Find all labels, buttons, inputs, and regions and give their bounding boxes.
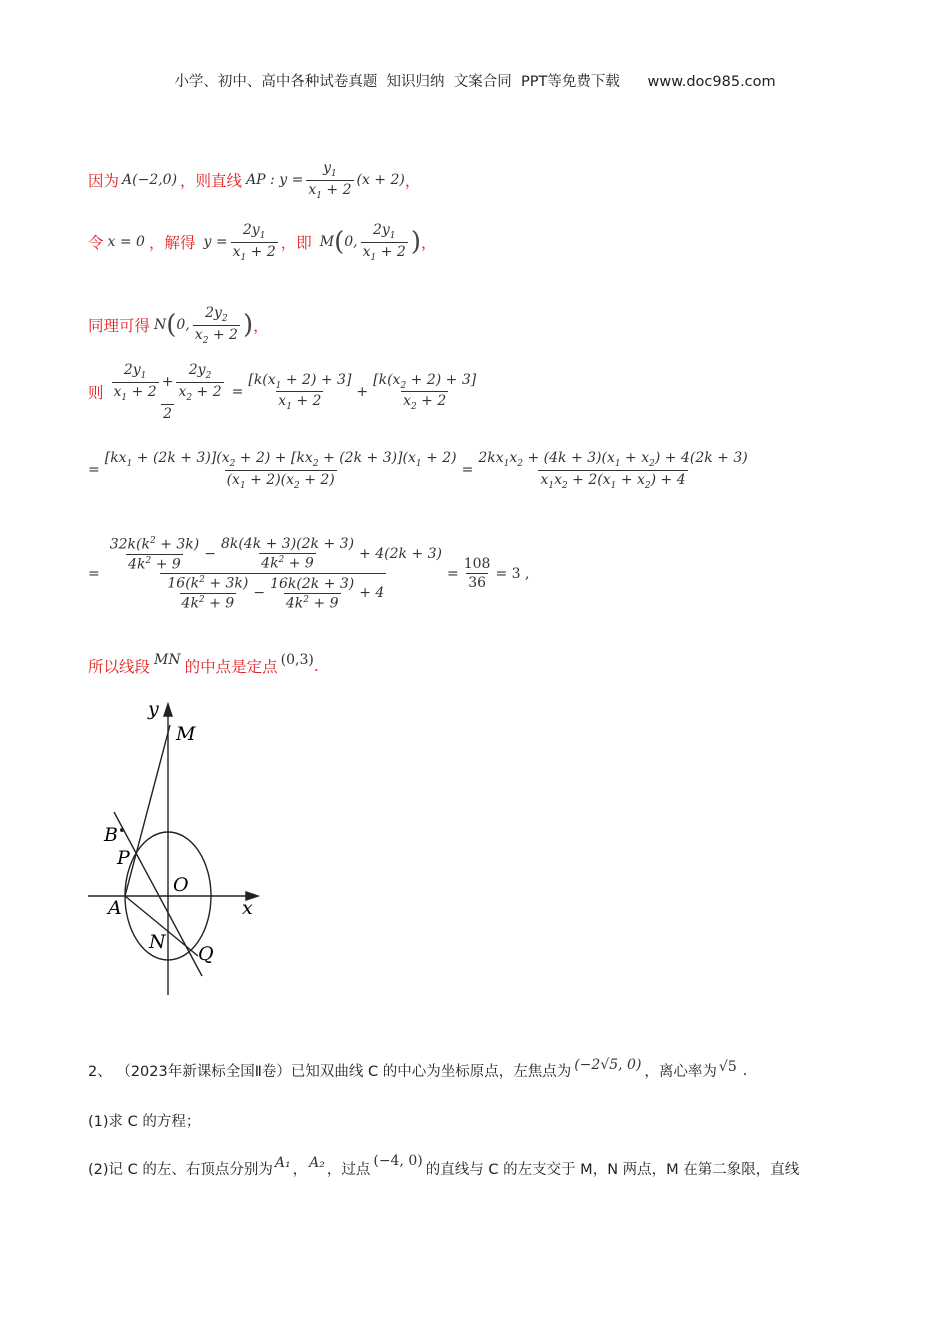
vertex-A1: A₁ — [274, 1154, 291, 1171]
plus-sign-1: + — [356, 383, 369, 400]
fraction-yM: $\frac{2y_1}{x_1 + 2}$ — [232, 222, 276, 263]
factor-x-plus-2: (x + 2) — [356, 172, 405, 189]
paren-right: ) — [410, 227, 421, 258]
point-B-dot — [120, 828, 124, 832]
point-N-label: N — [154, 317, 167, 334]
eq-sign-5: = — [447, 565, 459, 582]
problem-2-part-1 — [88, 1110, 200, 1131]
period-2: . — [742, 1062, 748, 1079]
problem-2-line-1 — [88, 1056, 748, 1081]
ellipse-figure — [80, 700, 280, 1000]
solution-line-5 — [88, 450, 753, 491]
text-then-line: ，则直线 — [180, 172, 243, 191]
text-similarly: 同理可得 — [88, 317, 151, 336]
fraction-combined: $\frac{[kx_1 + (2k + 3)](x_2 + 2) + [kx_2 + (2k + 3)](x_1 + 2)}{(x_1 + 2)(x_2 + 2)}$ — [104, 450, 457, 491]
eq-sign-3: = — [461, 462, 474, 479]
solution-line-4 — [88, 362, 481, 422]
label-M: M — [176, 723, 196, 745]
problem-2-intro: 2、 （2023年新课标全国Ⅱ卷）已知双曲线 C 的中心为坐标原点，左焦点为 — [88, 1064, 572, 1080]
vertex-A2: A₂ — [309, 1154, 325, 1171]
solution-line-2 — [88, 222, 436, 263]
text-so-segment: 所以线段 — [88, 658, 151, 676]
fraction-substituted: $\frac{32k(k^2 + 3k)}{4k^2 + 9}$ − $\frac{8k(4k + 3)(2k + 3)}{4k^2 + 9}$ + 4(2k + 3) $\frac{16(k^2 + 3k)}{4k^2 + 9}$ − $\frac{16k(2k + 3)}{4k^2 + 9}$ + 4 — [109, 536, 442, 612]
problem-2-part-2 — [88, 1152, 800, 1179]
left-focus: (−2√5, 0) — [574, 1056, 642, 1073]
text-then: 则 — [88, 383, 104, 402]
fraction-N-coord: $\frac{2y_2}{x_2 + 2}$ — [194, 305, 238, 346]
fraction-M-coord: $\frac{2y_1}{x_1 + 2}$ — [362, 222, 406, 263]
fraction-term-1: $\frac{[k(x_1 + 2) + 3]}{x_1 + 2}$ — [248, 371, 352, 413]
solution-conclusion — [88, 652, 319, 677]
fraction-term-2: $\frac{[k(x_2 + 2) + 3]}{x_2 + 2}$ — [373, 371, 477, 413]
label-O: O — [173, 874, 189, 896]
fraction-slope: $\frac{y_1}{x_1 + 2}$ — [308, 160, 352, 201]
comma-3: ， — [253, 317, 269, 336]
eq-sign-2: = — [88, 462, 100, 479]
paren-left-N: ( — [166, 310, 177, 341]
fraction-midpoint: $\frac{2y_1}{x_1 + 2}$ + $\frac{2y_2}{x_2 + 2}$ 2 — [113, 362, 222, 422]
fraction-expanded: $\frac{2kx_1x_2 + (4k + 3)(x_1 + x_2) + 4(2k + 3)}{x_1x_2 + 2(x_1 + x_2) + 4}$ — [478, 450, 748, 491]
label-A: A — [108, 897, 122, 919]
label-x: x — [242, 897, 253, 919]
segment-MN: MN — [154, 652, 181, 668]
text-ie: ，即 — [280, 234, 312, 253]
line-AM — [125, 725, 170, 896]
line-AP-label: AP : y = — [246, 172, 304, 189]
text-let: 令 — [88, 234, 104, 253]
paren-right-N: ) — [242, 310, 254, 341]
fixed-point: (0,3) — [280, 652, 314, 668]
text-because: 因为 — [88, 172, 120, 191]
eccentricity-value: √5 — [718, 1058, 737, 1075]
eq-x-zero: x = 0 — [107, 234, 145, 251]
text-midpoint-fixed: 的中点是定点 — [184, 658, 278, 676]
label-y: y — [148, 700, 159, 720]
page-header: 小学、初中、高中各种试卷真题 知识归纳 文案合同 PPT等免费下载 www.doc985.com — [174, 74, 776, 90]
point-M-label: M — [319, 234, 335, 251]
fraction-ratio: $\frac{108}{36}$ — [463, 556, 491, 592]
point-A: A(−2,0) — [122, 172, 178, 189]
coord-zero-N: 0, — [176, 317, 190, 334]
given-point: (−4, 0) — [373, 1152, 423, 1169]
text-solve: ，解得 — [148, 234, 196, 253]
question-2-b: ，过点 — [326, 1162, 371, 1178]
eq-sign-4: = — [88, 565, 100, 582]
eq-y-label: y = — [203, 234, 228, 251]
comma-2: ， — [420, 234, 437, 253]
label-P: P — [117, 847, 130, 869]
coord-zero: 0, — [344, 234, 358, 251]
label-N: N — [149, 931, 166, 953]
separator: ， — [292, 1162, 308, 1178]
y-axis-arrow — [164, 704, 172, 716]
label-B: B — [104, 824, 118, 846]
solution-line-3 — [88, 305, 269, 346]
solution-line-6 — [88, 536, 529, 612]
question-2-c: 的直线与 C 的左支交于 M，N 两点，M 在第二象限，直线 — [425, 1162, 800, 1178]
eccentricity-text: ，离心率为 — [644, 1064, 717, 1080]
result-value: = 3 , — [495, 565, 530, 582]
eq-sign-1: = — [231, 383, 244, 400]
solution-line-1 — [88, 160, 420, 201]
period: . — [313, 657, 319, 675]
label-Q: Q — [198, 943, 214, 965]
question-1: (1)求 C 的方程； — [88, 1114, 201, 1130]
question-2-a: (2)记 C 的左、右顶点分别为 — [88, 1162, 273, 1178]
paren-left: ( — [334, 227, 345, 258]
comma-1: ， — [404, 172, 421, 191]
